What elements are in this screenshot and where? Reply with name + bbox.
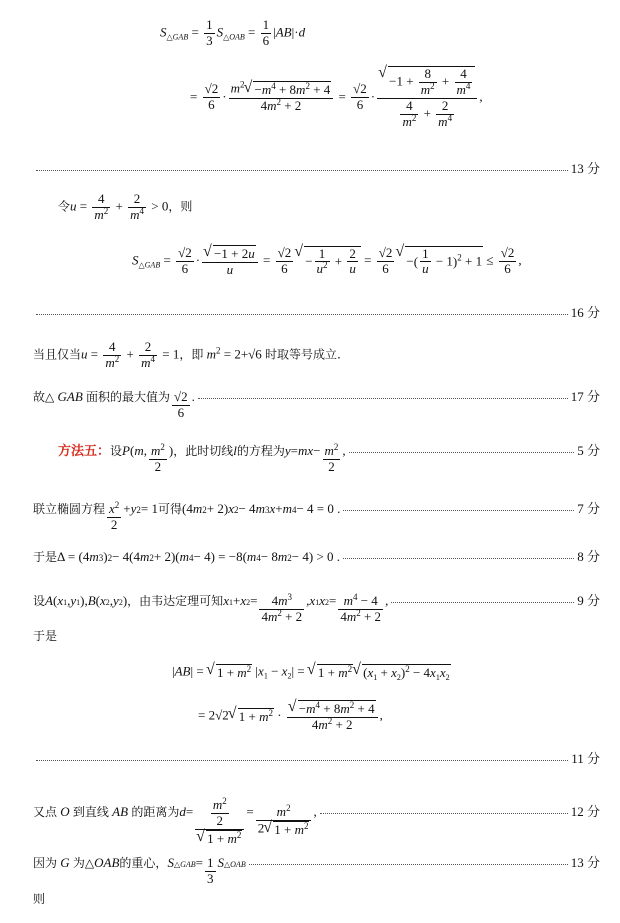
formula-area-1: $S_{\triangle GAB}$ = $\frac{1}{3}$ $S_{\triangle OAB}$ = $\frac{1}{6}$ |AB|·d [160, 17, 306, 48]
score-row-16 [33, 302, 600, 321]
score-8: 8 分 [577, 549, 600, 564]
score-row-12: 又点 O 到直线 AB 的距离为 d = $\frac{m^2}{2}$ √ $1 + m^2$ = $\frac{m^2}{2√ 1 + m^2}$ , 12 分 [33, 798, 600, 847]
formula-ab-2: = 2√2√ $1 + m^2$ · √ $\frac{-m^4 + 8m^2 + 4}{4m^2 + 2}$ , [198, 700, 383, 733]
score-16: 16 分 [570, 305, 600, 320]
score-row-13a [33, 158, 600, 177]
score-row-5: 方法五： 设 P ( m , $\frac{m^2}{2}$ ) ，此时切线 l 的方程为 y = mx − $\frac{m^2}{2}$ , 5 分 [58, 442, 600, 474]
formula-ab-1: |AB| = √ $1 + m^2$ $|x_1 - x_2|$ = √ $1 + m^2√$ $(x_1 + x_2)^2 - 4x_1x_2$ [172, 664, 451, 681]
score-row-9: 设 A ( x 1 , y 1 ), B ( x 2 , y 2 ) ，由韦达定理可知 x 1 + x 2 = $\frac{4m^3}{4m^2 + 2}$ , x 1 x 2 = $\frac{m^4 - 4}{4m^2 + 2}$ , 9 分 [33, 592, 600, 624]
score-13b: 13 分 [570, 855, 600, 870]
score-row-11 [33, 748, 600, 767]
score-13a: 13 分 [570, 161, 600, 176]
equality-condition-line: 当且仅当u = $\frac{4}{m^2}$ + $\frac{2}{m^4}$ = 1，即 $m^2 = 2+√6$ 时取等号成立. [33, 339, 341, 370]
method-five-heading: 方法五： [58, 444, 111, 459]
score-row-8: 于是 Δ = (4 m 3 ) 2 − 4(4 m 2 + 2)( m 4 − 4) = −8( m 4 − 8 m 2 − 4) > 0 . 8 分 [33, 546, 600, 565]
text-ze-end: 则 [33, 892, 46, 906]
score-12: 12 分 [570, 804, 600, 820]
score-row-13b: 因为 G 为△ OAB 的重心， S △GAB = $\frac{1}{3}$ S △OAB 13 分 [33, 852, 600, 887]
score-17: 17 分 [570, 389, 600, 404]
score-row-7: 联立椭圆方程 $\frac{x^2}{2}$ + y 2 = 1 可得 (4 m 2 + 2) x 2 − 4 m 3 x + m 4 − 4 = 0 . 7 分 [33, 500, 600, 532]
score-row-17: 故△ GAB 面积的最大值为 $\frac{√2}{6}$ . 17 分 [33, 386, 600, 421]
formula-area-u: $S_{\triangle GAB}$ = $\frac{√2}{6}$ · √ $\frac{-1 + 2u}{u}$ = $\frac{√2}{6}$ √ − $\frac{1}{u^2}$ + $\frac{2}{u}$ = $\frac{√2}{6}$ √ −( $\frac{1}{u}$ − 1)$^2$ + 1 ≤ $\frac{√2}{6}$ , [132, 245, 522, 278]
text-yushi: 于是 [33, 629, 58, 643]
score-7: 7 分 [577, 501, 600, 516]
score-11: 11 分 [571, 751, 600, 766]
formula-area-2: = $\frac{√2}{6}$ · $\frac{m^2√ -m^4 + 8m^2 + 4}{4m^2 + 2}$ = $\frac{√2}{6}$ · √ −1 + $\frac{8}{m^2}$ + $\frac{4}{m^4}$ $\frac{4}{m^2}$ + $\frac{2}{m^4}$ , [190, 66, 483, 130]
score-5: 5 分 [577, 443, 600, 458]
score-9: 9 分 [577, 593, 600, 608]
let-u-line: 令u = $\frac{4}{m^2}$ + $\frac{2}{m^4}$ > 0，则 [58, 191, 193, 222]
